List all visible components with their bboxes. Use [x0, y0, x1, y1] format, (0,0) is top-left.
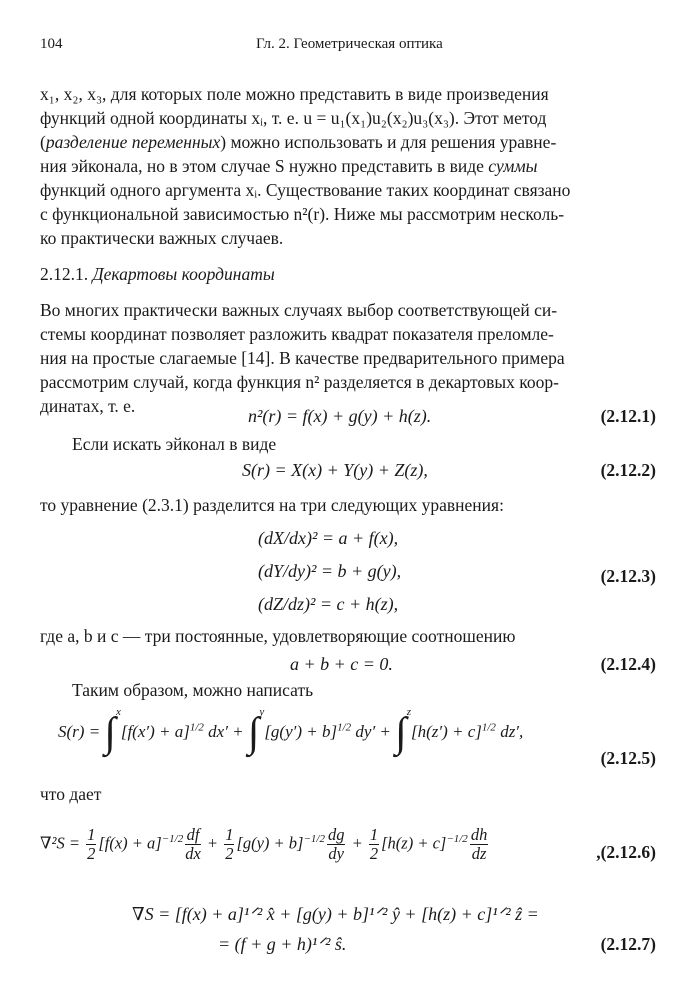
equation-2-12-2: S(r) = X(x) + Y(y) + Z(z), — [242, 460, 428, 480]
intro-line-7: ко практически важных случаев. — [40, 228, 284, 248]
separation-term: разделение переменных — [45, 132, 221, 152]
intro-line-6: с функциональной зависимостью n²(r). Ниже мы рассмотрим несколь- — [40, 204, 565, 224]
paragraph-2 — [40, 298, 656, 418]
page-number: 104 — [40, 36, 63, 52]
para2-line-3: ния на простые слагаемые [14]. В качестве предварительного примера — [40, 348, 565, 368]
integral-sign-3: ∫ — [395, 710, 407, 757]
intro-line-5: функций одного аргумента xᵢ. Существование таких координат связано — [40, 180, 571, 200]
integral-sign-2: ∫ — [247, 710, 260, 757]
df-dx: $\frac{df}{dx}$ — [185, 825, 201, 863]
eq-number-2-12-2: (2.12.2) — [600, 460, 656, 480]
equation-2-12-3-line-2: (dY/dy)² = b + g(y), — [258, 561, 402, 581]
eq-number-2-12-7: (2.12.7) — [600, 934, 656, 954]
dg-dy: $\frac{dg}{dy}$ — [327, 825, 345, 863]
section-heading — [40, 264, 275, 285]
running-header: Гл. 2. Геометрическая оптика — [256, 36, 443, 52]
section-number: 2.12.1. — [40, 264, 89, 284]
sum-term: суммы — [488, 156, 538, 176]
intro-line-4: ния эйконала, но в этом случае S нужно представить в виде суммы — [40, 156, 538, 176]
text-where: где a, b и c — три постоянные, удовлетворяющие соотношению — [40, 626, 516, 646]
intro-line-1: x₁, x₂, x₃, для которых поле можно представить в виде произведения — [40, 84, 549, 104]
half-2: $\frac{1}{2}$ — [225, 825, 234, 863]
text-eikonal: Если искать эйконал в виде — [72, 434, 277, 454]
half-1: $\frac{1}{2}$ — [87, 825, 96, 863]
para2-line-4: рассмотрим случай, когда функция n² разделяется в декартовых коор- — [40, 372, 559, 392]
eq-number-2-12-6: ,(2.12.6) — [596, 842, 656, 862]
equation-2-12-1: n²(r) = f(x) + g(y) + h(z). — [248, 406, 432, 426]
intro-line-3: (разделение переменных) можно использовать и для решения уравне- — [40, 132, 557, 152]
para2-line-2: стемы координат позволяет разложить квадрат показателя преломле- — [40, 324, 554, 344]
dh-dz: $\frac{dh}{dz}$ — [470, 825, 488, 863]
equation-2-12-7-line-2: = (f + g + h)¹ᐟ² ŝ. — [218, 934, 347, 954]
intro-paragraph — [40, 82, 656, 250]
eq-number-2-12-4: (2.12.4) — [600, 654, 656, 674]
para2-line-5: динатах, т. е. — [40, 396, 136, 416]
half-3: $\frac{1}{2}$ — [369, 825, 379, 863]
intro-line-2: функций одной координаты xᵢ, т. е. u = u₁(x₁)u₂(x₂)u₃(x₃). Этот метод — [40, 108, 547, 128]
equation-2-12-3-line-1: (dX/dx)² = a + f(x), — [258, 528, 399, 548]
eq-number-2-12-5: (2.12.5) — [600, 748, 656, 768]
eq-number-2-12-3: (2.12.3) — [600, 566, 656, 586]
equation-2-12-3-line-3: (dZ/dz)² = c + h(z), — [258, 594, 399, 614]
equation-2-12-7-line-1: ∇S = [f(x) + a]¹ᐟ² x̂ + [g(y) + b]¹ᐟ² ŷ + [h(z) + c]¹ᐟ² ẑ = — [132, 904, 539, 924]
integral-sign-1: ∫ — [104, 710, 116, 757]
text-gives: что дает — [40, 784, 102, 804]
equation-2-12-5: $S(r) = \int^x[f(x') + a]^{1/2}$ $dx' + \int^y[g(y') + b]^{1/2}$ $dy' + \int^z[h(z') + c]^{1/2}$ dz′, — [58, 706, 524, 757]
text-thus: Таким образом, можно написать — [72, 680, 314, 700]
para2-line-1: Во многих практически важных случаях выбор соответствующей си- — [40, 300, 558, 320]
equation-2-12-4: a + b + c = 0. — [290, 654, 393, 674]
eq-number-2-12-1: (2.12.1) — [600, 406, 656, 426]
equation-2-12-6: ∇²S = $\frac{1}{2}$ $[f(x) + a]^{-1/2}$ $\frac{df}{dx}$ + $\frac{1}{2}$ $[g(y) + b]^{-1/2}$ $\frac{dg}{dy}$ + $\frac{1}{2}$ $[h(z) + c]^{-1/2}$ $\frac{dh}{dz}$ — [40, 825, 488, 863]
text-then: то уравнение (2.3.1) разделится на три следующих уравнения: — [40, 495, 504, 515]
section-title: Декартовы координаты — [92, 264, 275, 284]
